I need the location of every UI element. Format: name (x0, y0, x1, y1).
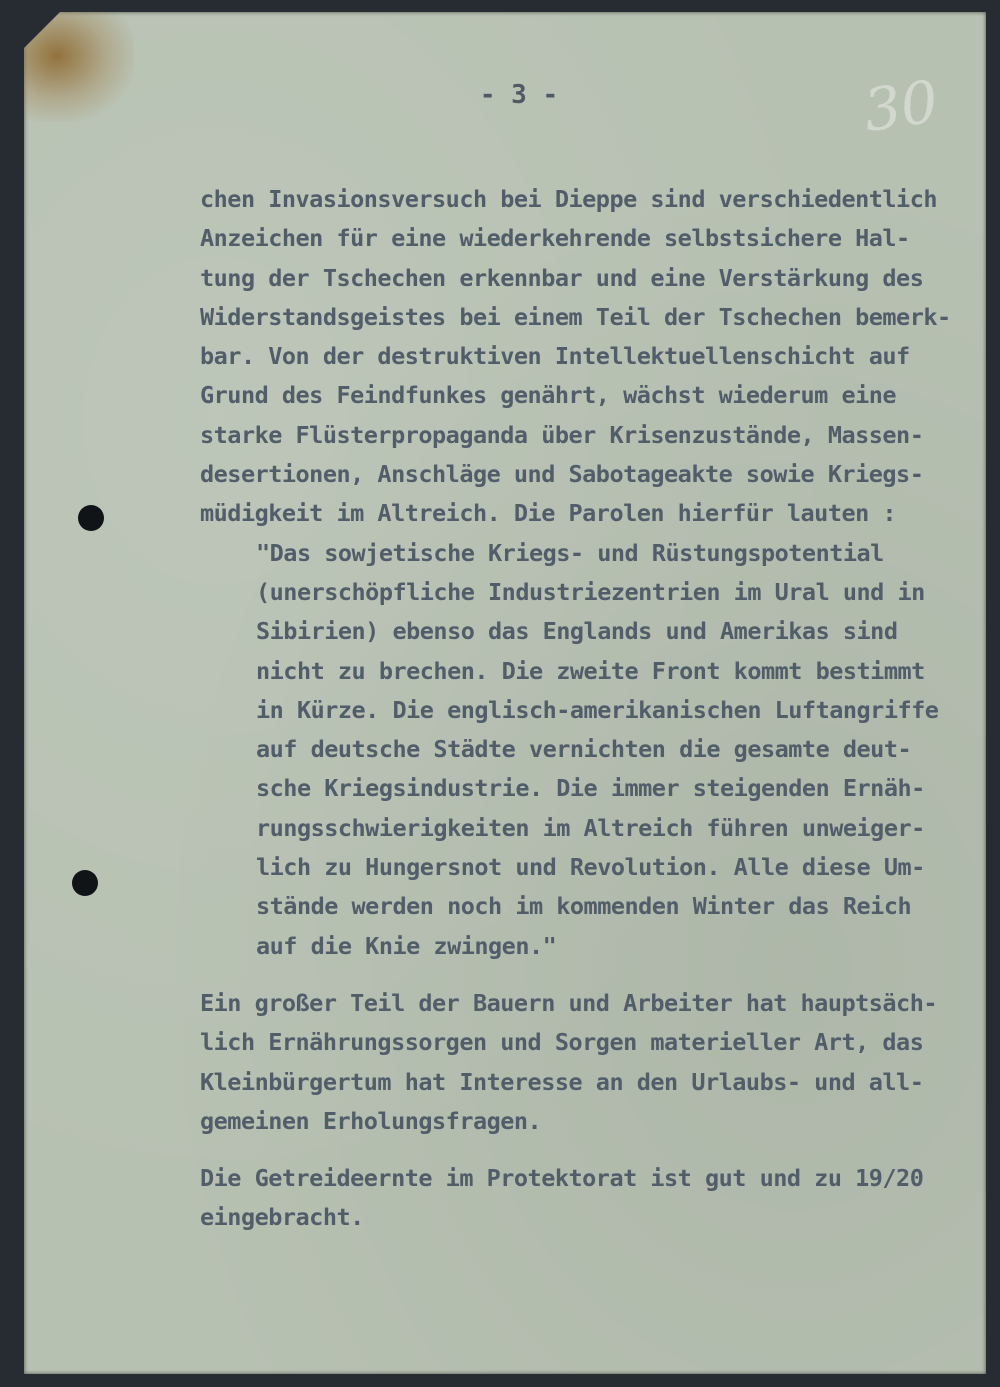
text-line: eingebracht. (200, 1203, 364, 1232)
text-line: gemeinen Erholungsfragen. (200, 1106, 542, 1135)
text-line: bar. Von der destruktiven Intellektuellenschicht auf (200, 342, 910, 371)
punch-hole-top (78, 505, 104, 531)
document-body (200, 180, 980, 1238)
punch-hole-bottom (72, 870, 98, 896)
torn-corner (22, 10, 62, 50)
text-line: starke Flüsterpropaganda über Krisenzustände, Massen- (200, 420, 924, 449)
quote-line: (unerschöpfliche Industriezentrien im Ural und in (256, 577, 925, 606)
paragraph-gap (200, 1141, 980, 1159)
text-line: Kleinbürgertum hat Interesse an den Urlaubs- und all- (200, 1067, 924, 1096)
quote-line: stände werden noch im kommenden Winter das Reich (256, 892, 912, 921)
text-line: desertionen, Anschläge und Sabotageakte sowie Kriegs- (200, 460, 924, 489)
text-line: chen Invasionsversuch bei Dieppe sind verschiedentlich (200, 185, 938, 213)
text-line: Grund des Feindfunkes genährt, wächst wiederum eine (200, 381, 897, 410)
quote-line: sche Kriegsindustrie. Die immer steigenden Ernäh- (256, 774, 925, 803)
text-line: lich Ernährungssorgen und Sorgen materieller Art, das (200, 1028, 924, 1057)
paragraph-3 (200, 1159, 980, 1238)
quote-line: Sibirien) ebenso das Englands und Amerikas sind (256, 617, 898, 646)
text-line: Die Getreideernte im Protektorat ist gut und zu 19/20 (200, 1164, 924, 1193)
quote-line: nicht zu brechen. Die zweite Front kommt bestimmt (256, 656, 925, 685)
quote-line: auf deutsche Städte vernichten die gesamte deut- (256, 735, 912, 764)
text-line: Ein großer Teil der Bauern und Arbeiter hat hauptsäch- (200, 988, 938, 1017)
quote-line: lich zu Hungersnot und Revolution. Alle diese Um- (256, 853, 925, 882)
paragraph-2 (200, 984, 980, 1141)
paragraph-1 (200, 180, 980, 534)
text-line: Anzeichen für eine wiederkehrende selbstsichere Hal- (200, 224, 910, 253)
quote-line: "Das sowjetische Kriegs- und Rüstungspotential (256, 538, 884, 567)
quote-line: in Kürze. Die englisch-amerikanischen Luftangriffe (256, 695, 939, 724)
quoted-slogans (256, 534, 980, 966)
text-line: tung der Tschechen erkennbar und eine Verstärkung des (200, 263, 924, 292)
handwritten-folio-number: 30 (859, 67, 943, 145)
paper-sheet (24, 12, 986, 1374)
quote-line: auf die Knie zwingen." (256, 931, 557, 960)
quote-line: rungsschwierigkeiten im Altreich führen unweiger- (256, 813, 925, 842)
page-number: - 3 - (479, 80, 559, 110)
text-line: Widerstandsgeistes bei einem Teil der Tschechen bemerk- (200, 302, 951, 331)
text-line: müdigkeit im Altreich. Die Parolen hierfür lauten : (200, 499, 897, 528)
paragraph-gap (200, 966, 980, 984)
